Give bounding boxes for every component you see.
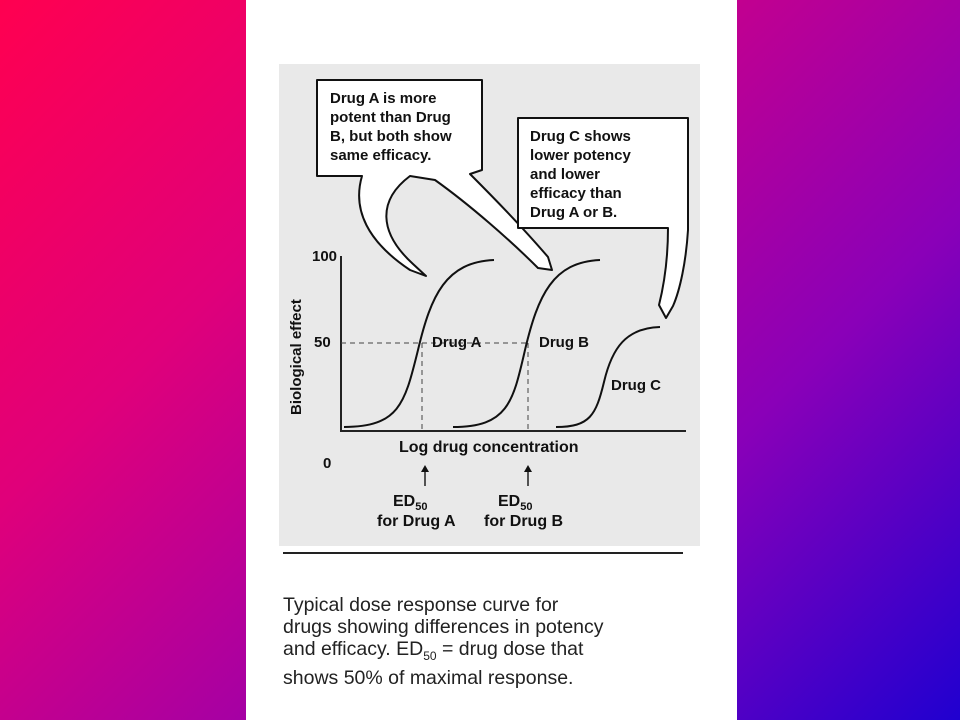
callout-c-line-2: lower potency (530, 147, 631, 164)
label-drug-b: Drug B (539, 334, 589, 351)
callout-a-line-3: B, but both show (330, 128, 452, 145)
callout-a-line-4: same efficacy. (330, 147, 432, 164)
ed50-sublabel-b: for Drug B (484, 513, 564, 530)
y-tick-100: 100 (312, 248, 338, 265)
caption-line-4: shows 50% of maximal response. (283, 666, 574, 689)
x-axis-label: Log drug concentration (399, 439, 579, 456)
caption-line-3: and efficacy. $ED_{50}$ = drug dose that (283, 638, 584, 663)
label-drug-a: Drug A (432, 334, 482, 351)
y-tick-0: 0 (323, 455, 332, 472)
callout-a-line-2: potent than Drug (330, 109, 451, 126)
label-drug-c: Drug C (611, 377, 661, 394)
callout-a-line-1: Drug A is more (330, 90, 437, 107)
callout-c-line-1: Drug C shows (530, 128, 631, 145)
y-axis-label: Biological effect (288, 299, 305, 415)
y-tick-50: 50 (314, 334, 331, 351)
caption-line-1: Typical dose response curve for (283, 594, 559, 616)
callout-c-line-4: efficacy than (530, 185, 622, 202)
ed50-label-b: $ED_{50}$ (498, 493, 533, 513)
callout-c-line-3: and lower (530, 166, 601, 183)
ed50-label-a: $ED_{50}$ (393, 493, 428, 513)
figure-caption (283, 594, 703, 689)
ed50-sublabel-a: for Drug A (377, 513, 456, 530)
callout-c-line-5: Drug A or B. (530, 204, 618, 221)
caption-line-2: drugs showing differences in potency (283, 616, 604, 638)
